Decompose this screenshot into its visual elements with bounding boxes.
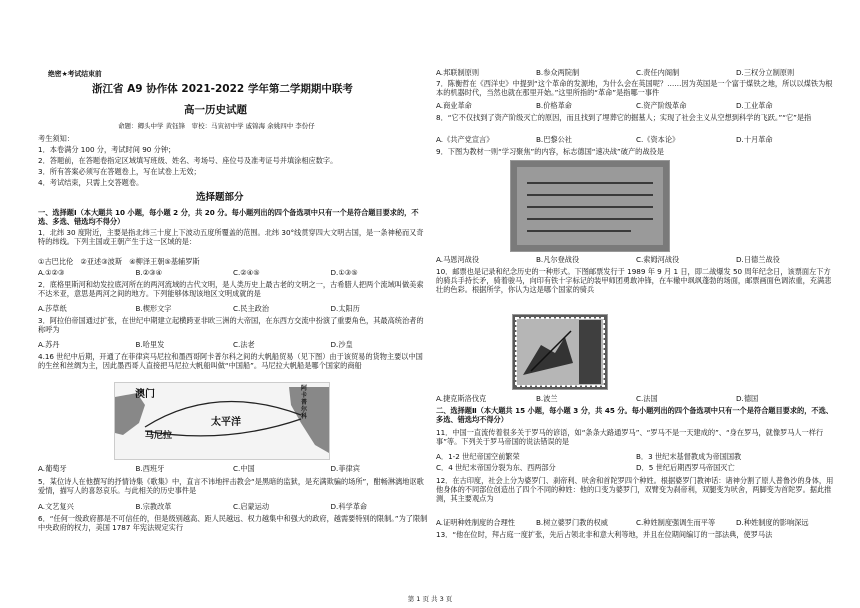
q4-options [38, 464, 428, 473]
option: C.索姆河战役 [636, 255, 680, 264]
notice-item: 1．本卷满分 100 分，考试时间 90 分钟； [38, 145, 176, 154]
textbook-image-svg [511, 161, 669, 251]
q4-stem: 4.16 世纪中后期，开通了在菲律宾马尼拉和墨西哥阿卡普尔科之间的大帆船贸易（见下图）由于该贸易的货物主要以中国的生丝和丝绸为主，因此墨西哥人直接把马尼拉大帆船叫做“中国船”。马尼拉大帆船是哪个国家的商船 [38, 352, 423, 370]
option: B.价格革命 [536, 101, 572, 110]
stamp-svg [513, 315, 607, 389]
option: C.民主政治 [233, 304, 270, 313]
q7-stem: 7．陈衡哲在《西洋史》中提到“这个革命的发源地，为什么会在英国呢？……因为英国是一个富于煤铁之地，所以以煤铁为根本的机器时代，当然也就在那里开始。”这里所指的“革命”是指哪一事件 [436, 79, 833, 97]
q2-options [38, 304, 428, 313]
option: C.法国 [636, 394, 658, 403]
option: D.科学革命 [330, 502, 368, 511]
q11-options-row1 [436, 452, 836, 461]
notice-item: 2．答题前，在答题卷指定区域填写班级、姓名、考场号、座位号及准考证号并填涂相应数字。 [38, 156, 338, 165]
option: C.法老 [233, 340, 255, 349]
q2-stem: 2．底格里斯河和幼发拉底河所在的两河流域的古代文明，是人类历史上最古老的文明之一，古希腊人把两个流域叫做美索不达米亚，意思是两河之间的地方。下列能够体现该地区文明成就的是 [38, 280, 424, 298]
option: B.波兰 [536, 394, 558, 403]
page-footer: 第 1 页 共 3 页 [407, 595, 453, 603]
option: C.②④⑤ [233, 268, 260, 277]
q5-options [38, 502, 428, 511]
map-label-macau: 澳门 [135, 389, 155, 400]
option: D.菲律宾 [330, 464, 360, 473]
q8-options [436, 135, 836, 144]
option: A．1-2 世纪帝国空前繁荣 [436, 452, 520, 461]
option: B.楔形文字 [135, 304, 172, 313]
part2-heading: 二、选择题Ⅱ（本大题共 15 小题，每小题 3 分，共 45 分。每小题列出的四个备选项中只有一个是符合题目要求的，不选、多选、错选均不得分） [436, 406, 833, 424]
option: C.责任内阁制 [636, 68, 680, 77]
option: A.证明种姓制度的合理性 [436, 518, 515, 527]
q1-options [38, 268, 428, 277]
option: D.种姓制度的影响深远 [736, 518, 809, 527]
option: B.宗教改革 [135, 502, 172, 511]
q9-stem: 9．下图为教材一则“学习聚焦”的内容，标志德国“速决战”破产的战役是 [436, 147, 664, 156]
option: A.邦联制原则 [436, 68, 480, 77]
q8-stem: 8．“它不仅找到了资产阶级灭亡的原因，而且找到了埋葬它的掘墓人；实现了社会主义从空想到科学的飞跃。”“它”是指 [436, 113, 812, 122]
option: A.苏丹 [38, 340, 60, 349]
secret-label: 绝密★考试结束前 [48, 70, 102, 78]
option: B.巴黎公社 [536, 135, 572, 144]
option: C.资产阶级革命 [636, 101, 687, 110]
option: A.葡萄牙 [38, 464, 67, 473]
part1-heading: 一、选择题Ⅰ（本大题共 10 小题，每小题 2 分，共 20 分。每小题列出的四个备选项中只有一个是符合题目要求的，不选、多选、错选均不得分） [38, 208, 419, 226]
q10-options [436, 394, 836, 403]
q9-options [436, 255, 836, 264]
q11-options-row2 [436, 463, 836, 472]
q3-stem: 3．阿拉伯帝国通过扩张，在世纪中期建立起横跨亚非欧三洲的大帝国，在东西方交流中扮演了重要角色，其最高统治者的称呼为 [38, 316, 424, 334]
option: A.商业革命 [436, 101, 472, 110]
q10-stem: 10．邮票也是记录和纪念历史的一种形式。下图邮票发行于 1989 年 9 月 1 日，即二战爆发 50 周年纪念日，该票面左下方的骑兵手持长矛，骑着骏马，向印有铁十字标记的装甲师团勇敢冲锋，在车辙中飒飒蓬勃的场面，邮票画面色调浓重，充满悲壮的色彩。根据所学，你认为这是哪个国家的骑兵 [436, 267, 832, 294]
option: B.凡尔登战役 [536, 255, 580, 264]
q1-stem: 1．北纬 30 度附近，主要是指北纬三十度上下波动五度所覆盖的范围。北纬 30°线贯穿四大文明古国，是一条神秘而又奇特的纬线。下列主国或王朝产生于这一区域的是： [38, 228, 424, 246]
option: A.捷克斯洛伐克 [436, 394, 487, 403]
option: B.参众两院制 [536, 68, 580, 77]
q12-stem: 12．在古印度，社会上分为婆罗门、刹帝利、吠舍和首陀罗四个种姓。根据婆罗门教神话：诸神分割了原人普鲁沙的身体，用他身体的不同部位创造出了四个不同的种姓：他的口变为婆罗门，双臂变为刹帝利，双腿变为吠舍，两脚变为首陀罗。据此推测，其主要观点为 [436, 476, 834, 503]
authors-line: 命题：卿头中学 黄钰锋 审校：马寅初中学 戚锦海 余姚四中 李份仔 [118, 122, 315, 130]
notice-item: 4．考试结束，只需上交答题卷。 [38, 178, 144, 187]
option: C.启蒙运动 [233, 502, 270, 511]
option: B.树立婆罗门教的权威 [536, 518, 608, 527]
q13-stem: 13．“他在位时，拜占庭一度扩张，先后占领北非和意大利等地，并且在位期间编订的一部法典，使罗马法 [436, 530, 773, 539]
option: D.日德兰战役 [736, 255, 780, 264]
option: B.②③④ [135, 268, 163, 277]
option: A.《共产党宣言》 [436, 135, 494, 144]
option: D.工业革命 [736, 101, 773, 110]
option: B.西班牙 [135, 464, 165, 473]
option: A.①②③ [38, 268, 65, 277]
q1-items: ①古巴比伦 ②亚述③波斯 ④柳泽王朝⑤基辅罗斯 [38, 257, 200, 266]
map-label-pacific: 太平洋 [211, 417, 241, 428]
exam-title: 浙江省 A9 协作体 2021-2022 学年第二学期期中联考 [92, 83, 353, 95]
textbook-excerpt-image [510, 160, 670, 252]
option: D.德国 [736, 394, 759, 403]
q6-options [436, 68, 836, 77]
option: D.三权分立制原则 [736, 68, 795, 77]
option: D.沙皇 [330, 340, 353, 349]
option: D.十月革命 [736, 135, 773, 144]
option: C.中国 [233, 464, 255, 473]
option: B.哈里发 [135, 340, 165, 349]
q5-stem: 5．某位诗人在他撰写的抒情诗集《歌集》中，直言不讳地抨击教会“是黑暗的监狱，是充满欺骗的场所”，酣畅淋漓地讴歌爱情，描写人的喜怒哀乐。与此相关的历史事件是 [38, 477, 424, 495]
option: B．3 世纪末基督教成为帝国国教 [636, 452, 742, 461]
option: A.文艺复兴 [38, 502, 74, 511]
option: C.《资本论》 [636, 135, 680, 144]
option: D．5 世纪后期西罗马帝国灭亡 [636, 463, 735, 472]
notice-item: 3．所有答案必须写在答题卷上，写在试卷上无效； [38, 167, 201, 176]
q11-stem: 11．中国一直流传着很多关于罗马的谚语，如“条条大路通罗马”、“罗马不是一天建成的”、“身在罗马，就像罗马人一样行事”等。下列关于罗马帝国的说法错误的是 [436, 428, 824, 446]
notice-heading: 考生须知： [38, 134, 74, 143]
q3-options [38, 340, 428, 349]
paper-subtitle: 高一历史试题 [184, 104, 247, 116]
map-label-acapulco: 阿卡普尔科 [301, 385, 308, 420]
q7-options [436, 101, 836, 110]
option: C．4 世纪末帝国分裂为东、西两部分 [436, 463, 556, 472]
stamp-image [512, 314, 608, 390]
map-label-manila: 马尼拉 [145, 431, 173, 441]
trade-route-map [114, 382, 330, 460]
section-title: 选择题部分 [196, 192, 244, 203]
option: A.莎草纸 [38, 304, 67, 313]
option: C.种姓制度强调生而平等 [636, 518, 716, 527]
option: A.马恩河战役 [436, 255, 480, 264]
option: D.太阳历 [330, 304, 360, 313]
q12-options [436, 518, 836, 527]
option: D.①③⑤ [330, 268, 358, 277]
q6-stem: 6．“任何一级政府都是不可信任的，但是级别越高、距人民越远、权力越集中和强大的政府，越需要特别的限制。”为了限制中央政府的权力，美国 1787 年宪法规定实行 [38, 514, 428, 532]
